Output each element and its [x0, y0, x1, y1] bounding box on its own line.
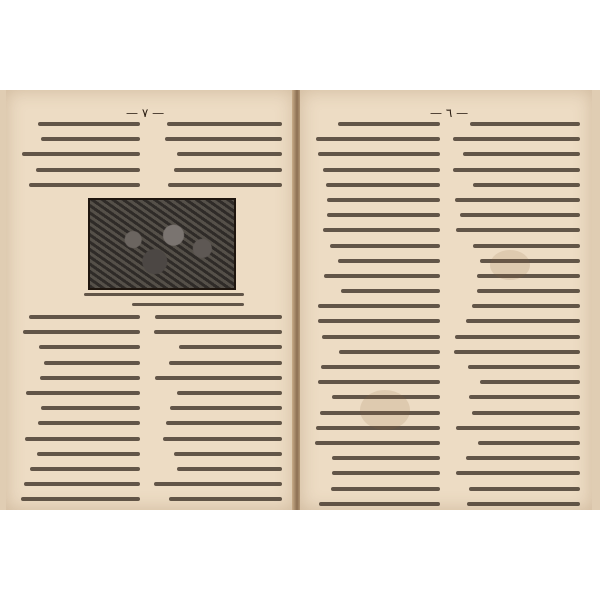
text-line: [331, 487, 440, 491]
right-page-text-column-2: [452, 122, 580, 517]
text-line: [24, 482, 140, 486]
illustration-caption: [84, 293, 244, 313]
text-line: [469, 395, 580, 399]
text-line: [453, 168, 580, 172]
text-line: [166, 421, 282, 425]
text-line: [177, 152, 282, 156]
text-line: [480, 380, 580, 384]
text-line: [332, 456, 440, 460]
text-line: [318, 319, 440, 323]
text-line: [316, 137, 440, 141]
text-line: [460, 213, 580, 217]
left-page-text-column-1: [20, 122, 140, 198]
text-line: [29, 183, 140, 187]
left-page-text-column-2: [152, 122, 282, 198]
text-line: [341, 289, 440, 293]
text-line: [338, 259, 440, 263]
text-line: [155, 376, 282, 380]
text-line: [473, 183, 580, 187]
text-line: [44, 361, 140, 365]
text-line: [40, 376, 140, 380]
text-line: [155, 315, 282, 319]
left-page-number: — ٧ —: [126, 106, 165, 120]
text-line: [470, 122, 580, 126]
right-page: [300, 90, 592, 510]
text-line: [321, 365, 440, 369]
text-line: [327, 198, 440, 202]
text-line: [179, 345, 282, 349]
text-line: [319, 502, 440, 506]
open-book: [0, 90, 600, 510]
left-page-text-lower-column-2: [152, 315, 282, 512]
text-line: [467, 502, 580, 506]
text-line: [37, 452, 140, 456]
text-line: [154, 330, 282, 334]
text-line: [22, 152, 140, 156]
text-line: [478, 441, 580, 445]
text-line: [472, 304, 580, 308]
text-line: [318, 380, 440, 384]
text-line: [453, 137, 580, 141]
text-line: [468, 365, 580, 369]
text-line: [315, 441, 440, 445]
text-line: [174, 168, 282, 172]
text-line: [330, 244, 441, 248]
text-line: [318, 304, 440, 308]
text-line: [167, 122, 282, 126]
text-line: [41, 406, 140, 410]
text-line: [477, 274, 580, 278]
text-line: [463, 152, 580, 156]
text-line: [154, 482, 282, 486]
text-line: [169, 497, 282, 501]
text-line: [339, 350, 440, 354]
text-line: [323, 228, 440, 232]
text-line: [41, 137, 140, 141]
text-line: [26, 391, 140, 395]
text-line: [21, 497, 140, 501]
text-line: [169, 361, 282, 365]
text-line: [29, 315, 140, 319]
text-line: [170, 406, 282, 410]
text-line: [473, 244, 580, 248]
text-line: [477, 289, 580, 293]
text-line: [323, 168, 440, 172]
text-line: [454, 350, 580, 354]
text-line: [455, 198, 580, 202]
text-line: [177, 467, 282, 471]
text-line: [456, 426, 580, 430]
left-page: [6, 90, 294, 510]
text-line: [38, 421, 140, 425]
text-line: [39, 345, 140, 349]
left-page-text-lower-column-1: [20, 315, 140, 512]
text-line: [163, 437, 282, 441]
text-line: [38, 122, 140, 126]
text-line: [456, 471, 580, 475]
text-line: [469, 487, 580, 491]
engraving-illustration: [88, 198, 236, 290]
text-line: [318, 152, 440, 156]
text-line: [324, 274, 440, 278]
text-line: [456, 228, 580, 232]
text-line: [472, 411, 580, 415]
text-line: [466, 319, 580, 323]
text-line: [25, 437, 140, 441]
text-line: [23, 330, 140, 334]
text-line: [327, 213, 440, 217]
text-line: [338, 122, 440, 126]
text-line: [174, 452, 282, 456]
text-line: [36, 168, 140, 172]
text-line: [165, 137, 282, 141]
text-line: [455, 335, 580, 339]
text-line: [322, 335, 440, 339]
text-line: [326, 183, 440, 187]
text-line: [177, 391, 282, 395]
right-page-text-column-1: [314, 122, 440, 517]
text-line: [168, 183, 282, 187]
right-page-number: — ٦ —: [430, 106, 469, 120]
text-line: [332, 471, 440, 475]
text-line: [466, 456, 580, 460]
text-line: [30, 467, 140, 471]
